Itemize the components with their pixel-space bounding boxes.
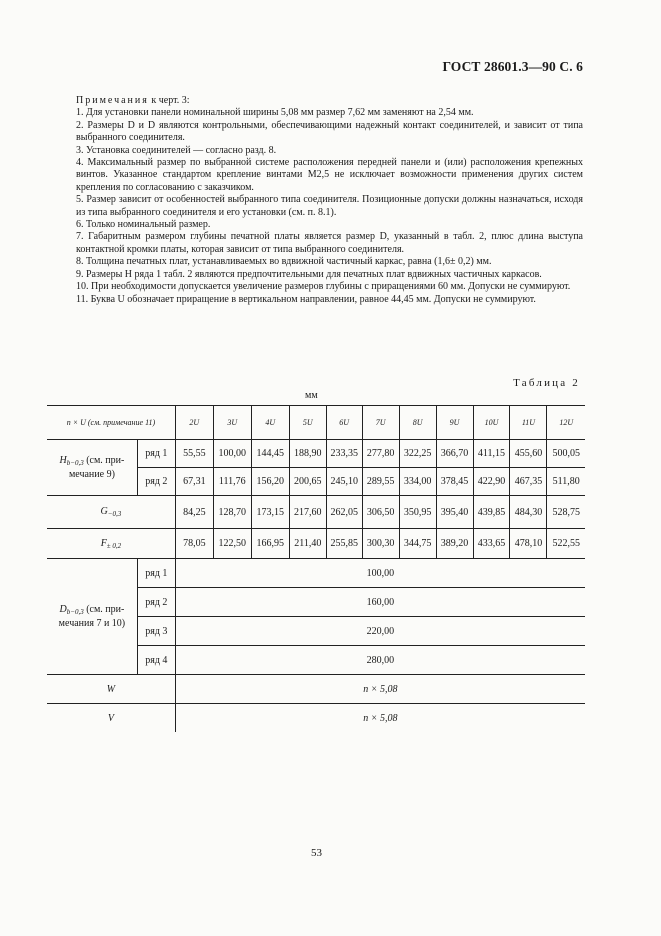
note-item: 1. Для установки панели номинальной ширины 5,08 мм размер 7,62 мм заменяют на 2,54 мм.: [76, 107, 474, 119]
table-cell: 306,50: [362, 496, 399, 529]
row-name: ряд 4: [137, 646, 175, 675]
table-cell: 166,95: [251, 529, 289, 559]
table-cell: 378,45: [436, 468, 473, 496]
page-number: 53: [311, 847, 322, 859]
table-cell: 111,76: [213, 468, 251, 496]
table-cell: 188,90: [289, 440, 326, 468]
table-cell: 78,05: [175, 529, 213, 559]
column-header: 9U: [436, 406, 473, 440]
table-cell: 350,95: [399, 496, 436, 529]
table-cell: 389,20: [436, 529, 473, 559]
row-name: ряд 3: [137, 617, 175, 646]
column-header: 11U: [510, 406, 547, 440]
note-item: 3. Установка соединителей — согласно разд. 8.: [76, 144, 277, 156]
column-header: 12U: [547, 406, 585, 440]
table-cell: 511,80: [547, 468, 585, 496]
table-caption: Таблица 2: [513, 377, 580, 389]
table-cell: 422,90: [473, 468, 510, 496]
column-header: 4U: [251, 406, 289, 440]
note-item: 8. Толщина печатных плат, устанавливаемых во вдвижной частичный каркас, равна (1,6± 0,2) мм.: [76, 256, 492, 268]
note-item: 5. Размер зависит от особенностей выбранного типа соединителя. Позиционные допуски должны назначаться, исходя из типа выбранного соединителя и его установки (см. п. 8.1).: [76, 194, 583, 218]
table-cell: 173,15: [251, 496, 289, 529]
table-cell: 100,00: [175, 559, 585, 588]
table-row: [47, 675, 585, 704]
row-name: ряд 1: [137, 440, 175, 468]
table-cell: 100,00: [213, 440, 251, 468]
table-cell: 500,05: [547, 440, 585, 468]
table-cell: 220,00: [175, 617, 585, 646]
note-item: 6. Только номинальный размер.: [76, 219, 211, 231]
row-name: ряд 2: [137, 588, 175, 617]
table-cell: 255,85: [326, 529, 362, 559]
table-cell: 300,30: [362, 529, 399, 559]
w-label: W: [47, 675, 175, 704]
table-row: [47, 496, 585, 529]
table-row: [47, 559, 585, 588]
table-cell: 334,00: [399, 468, 436, 496]
page-header: ГОСТ 28601.3—90 С. 6: [442, 59, 583, 74]
header-row: [47, 406, 585, 440]
table-cell: 484,30: [510, 496, 547, 529]
table-cell: 344,75: [399, 529, 436, 559]
table-cell: 84,25: [175, 496, 213, 529]
column-header: 2U: [175, 406, 213, 440]
g-label: $G_{-0,3}$: [47, 496, 175, 529]
row-name: ряд 2: [137, 468, 175, 496]
note-item: 9. Размеры H ряда 1 табл. 2 являются предпочтительными для печатных плат вдвижных частичных каркасов.: [76, 268, 542, 280]
f-label: $F_{\pm 0,2}$: [47, 529, 175, 559]
table-cell: 522,55: [547, 529, 585, 559]
column-header: 7U: [362, 406, 399, 440]
dimensions-table: [47, 405, 585, 732]
table-cell: 366,70: [436, 440, 473, 468]
table-cell: 395,40: [436, 496, 473, 529]
table-row: [47, 704, 585, 733]
notes-block: [76, 95, 583, 306]
table-cell: 322,25: [399, 440, 436, 468]
table-cell: 245,10: [326, 468, 362, 496]
table-cell: 156,20: [251, 468, 289, 496]
column-header: 10U: [473, 406, 510, 440]
table-cell: 467,35: [510, 468, 547, 496]
table-cell: n × 5,08: [175, 704, 585, 733]
notes-title: Примечания к черт. 3:: [76, 95, 190, 106]
table-cell: 280,00: [175, 646, 585, 675]
table-cell: 55,55: [175, 440, 213, 468]
table-cell: 67,31: [175, 468, 213, 496]
table-units: мм: [305, 390, 318, 401]
table-cell: 200,65: [289, 468, 326, 496]
table-cell: 160,00: [175, 588, 585, 617]
table-cell: 122,50: [213, 529, 251, 559]
table-cell: n × 5,08: [175, 675, 585, 704]
column-header: 5U: [289, 406, 326, 440]
note-item: 2. Размеры D и D являются контрольными, обеспечивающими надежный контакт соединителей, и зависит от типа выбранного соединителя.: [76, 119, 583, 144]
d-label: $D_{b-0,3}$ (см. при- мечания 7 и 10): [47, 559, 137, 675]
table-cell: 217,60: [289, 496, 326, 529]
table-cell: 439,85: [473, 496, 510, 529]
v-label: V: [47, 704, 175, 733]
table-cell: 128,70: [213, 496, 251, 529]
h-label: $H_{b-0,3}$ (см. при- мечание 9): [47, 440, 137, 496]
table-cell: 455,60: [510, 440, 547, 468]
column-header: 3U: [213, 406, 251, 440]
table-row: [47, 529, 585, 559]
table-cell: 433,65: [473, 529, 510, 559]
column-header: 8U: [399, 406, 436, 440]
table-cell: 262,05: [326, 496, 362, 529]
note-item: 7. Габаритным размером глубины печатной платы является размер D, указанный в табл. 2, плюс длина выступа контактной кромки платы, которая зависит от типа выбранного соединителя.: [76, 231, 583, 255]
table-cell: 277,80: [362, 440, 399, 468]
table-cell: 478,10: [510, 529, 547, 559]
table-cell: 233,35: [326, 440, 362, 468]
table-cell: 528,75: [547, 496, 585, 529]
header-label: n × U (см. примечание 11): [47, 406, 175, 440]
column-header: 6U: [326, 406, 362, 440]
table-cell: 411,15: [473, 440, 510, 468]
table-row: [47, 440, 585, 468]
table-cell: 144,45: [251, 440, 289, 468]
note-item: 11. Буква U обозначает приращение в вертикальном направлении, равное 44,45 мм. Допуски не суммируют.: [76, 293, 536, 305]
note-item: 10. При необходимости допускается увеличение размеров глубины с приращениями 60 мм. Допуски не суммируют.: [76, 281, 571, 293]
table-cell: 211,40: [289, 529, 326, 559]
table-cell: 289,55: [362, 468, 399, 496]
note-item: 4. Максимальный размер по выбранной системе расположения передней панели и (или) расположения крепежных винтов. Указанное стандартом крепление винтами М2,5 не исключает возможности применения других систем крепления по согласованию с заказчиком.: [76, 157, 583, 193]
row-name: ряд 1: [137, 559, 175, 588]
